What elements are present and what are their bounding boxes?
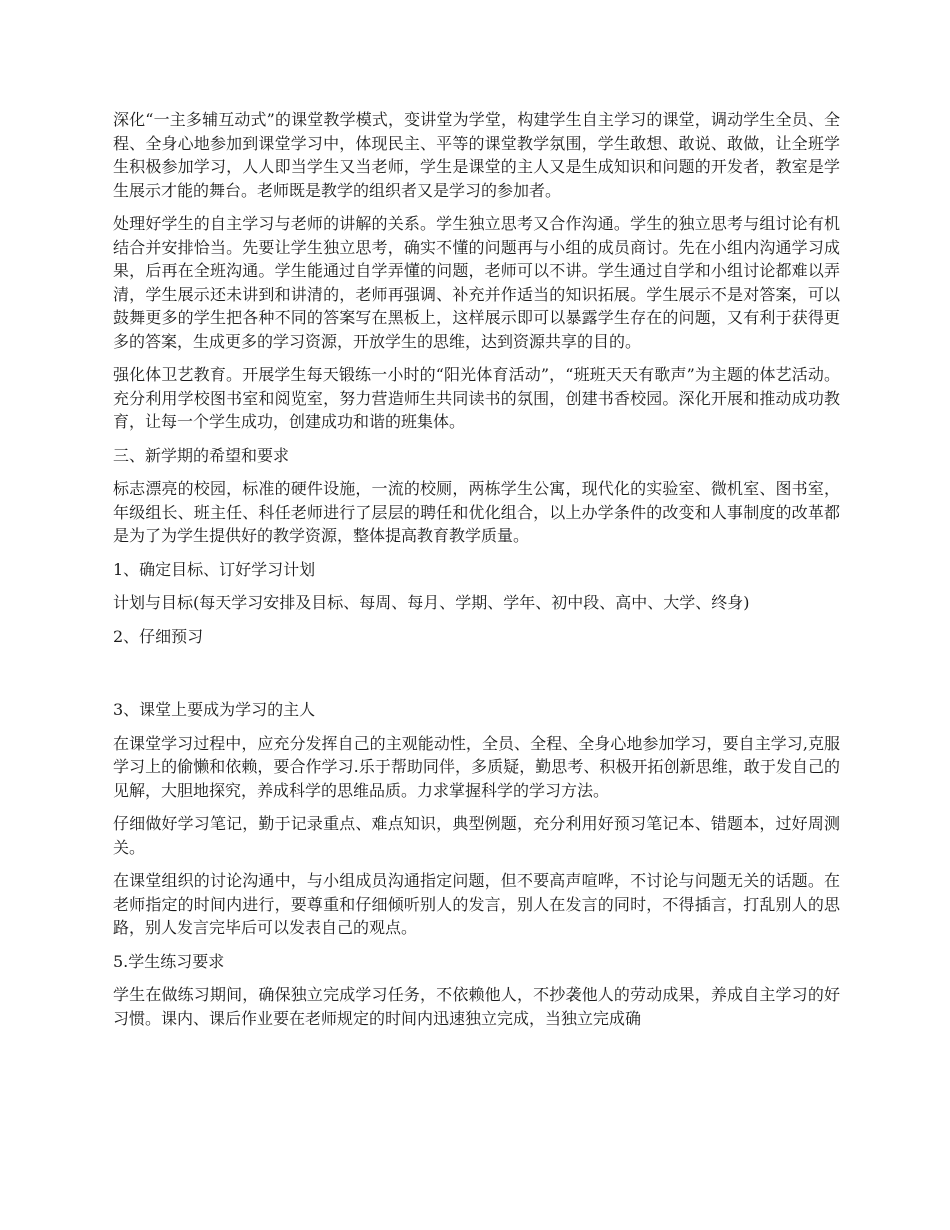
item-heading-1: 1、确定目标、订好学习计划 bbox=[113, 559, 316, 579]
paragraph-2: 处理好学生的自主学习与老师的讲解的关系。学生独立思考又合作沟通。学生的独立思考与组讨论有机结合并安排恰当。先要让学生独立思考，确实不懂的问题再与小组的成员商讨。先在小组内沟通学习成果，后再在全班沟通。学生能通过自学弄懂的问题，老师可以不讲。学生通过自学和小组讨论都难以弄清，学生展示还未讲到和讲清的，老师再强调、补充并作适当的知识拓展。学生展示不是对答案，可以鼓舞更多的学生把各种不同的答案写在黑板上，这样展示即可以暴露学生存在的问题，又有利于获得更多的答案，生成更多的学习资源，开放学生的思维，达到资源共享的目的。 bbox=[113, 214, 840, 351]
paragraph-8: 在课堂组织的讨论沟通中，与小组成员沟通指定问题，但不要高声喧哗，不讨论与问题无关的话题。在老师指定的时间内进行，要尊重和仔细倾听别人的发言，别人在发言的同时，不得插言，打乱别人的思路，别人发言完毕后可以发表自己的观点。 bbox=[113, 871, 840, 937]
item-heading-3: 3、课堂上要成为学习的主人 bbox=[113, 700, 316, 719]
paragraph-7: 仔细做好学习笔记，勤于记录重点、难点知识，典型例题，充分利用好预习笔记本、错题本，过好周测关。 bbox=[113, 814, 840, 857]
item-heading-2: 2、仔细预习 bbox=[113, 626, 204, 646]
paragraph-5: 计划与目标(每天学习安排及目标、每周、每月、学期、学年、初中段、高中、大学、终身) bbox=[113, 593, 750, 612]
section-heading: 三、新学期的希望和要求 bbox=[113, 445, 290, 465]
paragraph-3: 强化体卫艺教育。开展学生每天锻练一小时的“阳光体育活动”，“班班天天有歌声”为主题的体艺活动。充分利用学校图书室和阅览室，努力营造师生共同读书的氛围，创建书香校园。深化开展和推动成功教育，让每一个学生成功，创建成功和谐的班集体。 bbox=[113, 365, 840, 431]
paragraph-4: 标志漂亮的校园，标准的硬件设施，一流的校厕，两栋学生公寓，现代化的实验室、微机室、图书室，年级组长、班主任、科任老师进行了层层的聘任和优化组合，以上办学条件的改变和人事制度的改革都是为了为学生提供好的教学资源，整体提高教育教学质量。 bbox=[113, 479, 840, 545]
paragraph-6: 在课堂学习过程中，应充分发挥自己的主观能动性，全员、全程、全身心地参加学习，要自主学习,克服学习上的偷懒和依赖，要合作学习.乐于帮助同伴，多质疑，勤思考、积极开拓创新思维，敢于发自己的见解，大胆地探究，养成科学的思维品质。力求掌握科学的学习方法。 bbox=[113, 733, 840, 800]
paragraph-9: 学生在做练习期间，确保独立完成学习任务，不依赖他人，不抄袭他人的劳动成果，养成自主学习的好习惯。课内、课后作业要在老师规定的时间内迅速独立完成，当独立完成确 bbox=[113, 985, 840, 1028]
item-heading-5: 5.学生练习要求 bbox=[113, 951, 225, 971]
document-body bbox=[113, 108, 840, 1040]
paragraph-1: 深化“一主多辅互动式”的课堂教学模式，变讲堂为学堂，构建学生自主学习的课堂，调动学生全员、全程、全身心地参加到课堂学习中，体现民主、平等的课堂教学氛围，学生敢想、敢说、敢做，让全班学生积极参加学习，人人即当学生又当老师，学生是课堂的主人又是生成知识和问题的开发者，教室是学生展示才能的舞台。老师既是教学的组织者又是学习的参加者。 bbox=[113, 110, 840, 200]
